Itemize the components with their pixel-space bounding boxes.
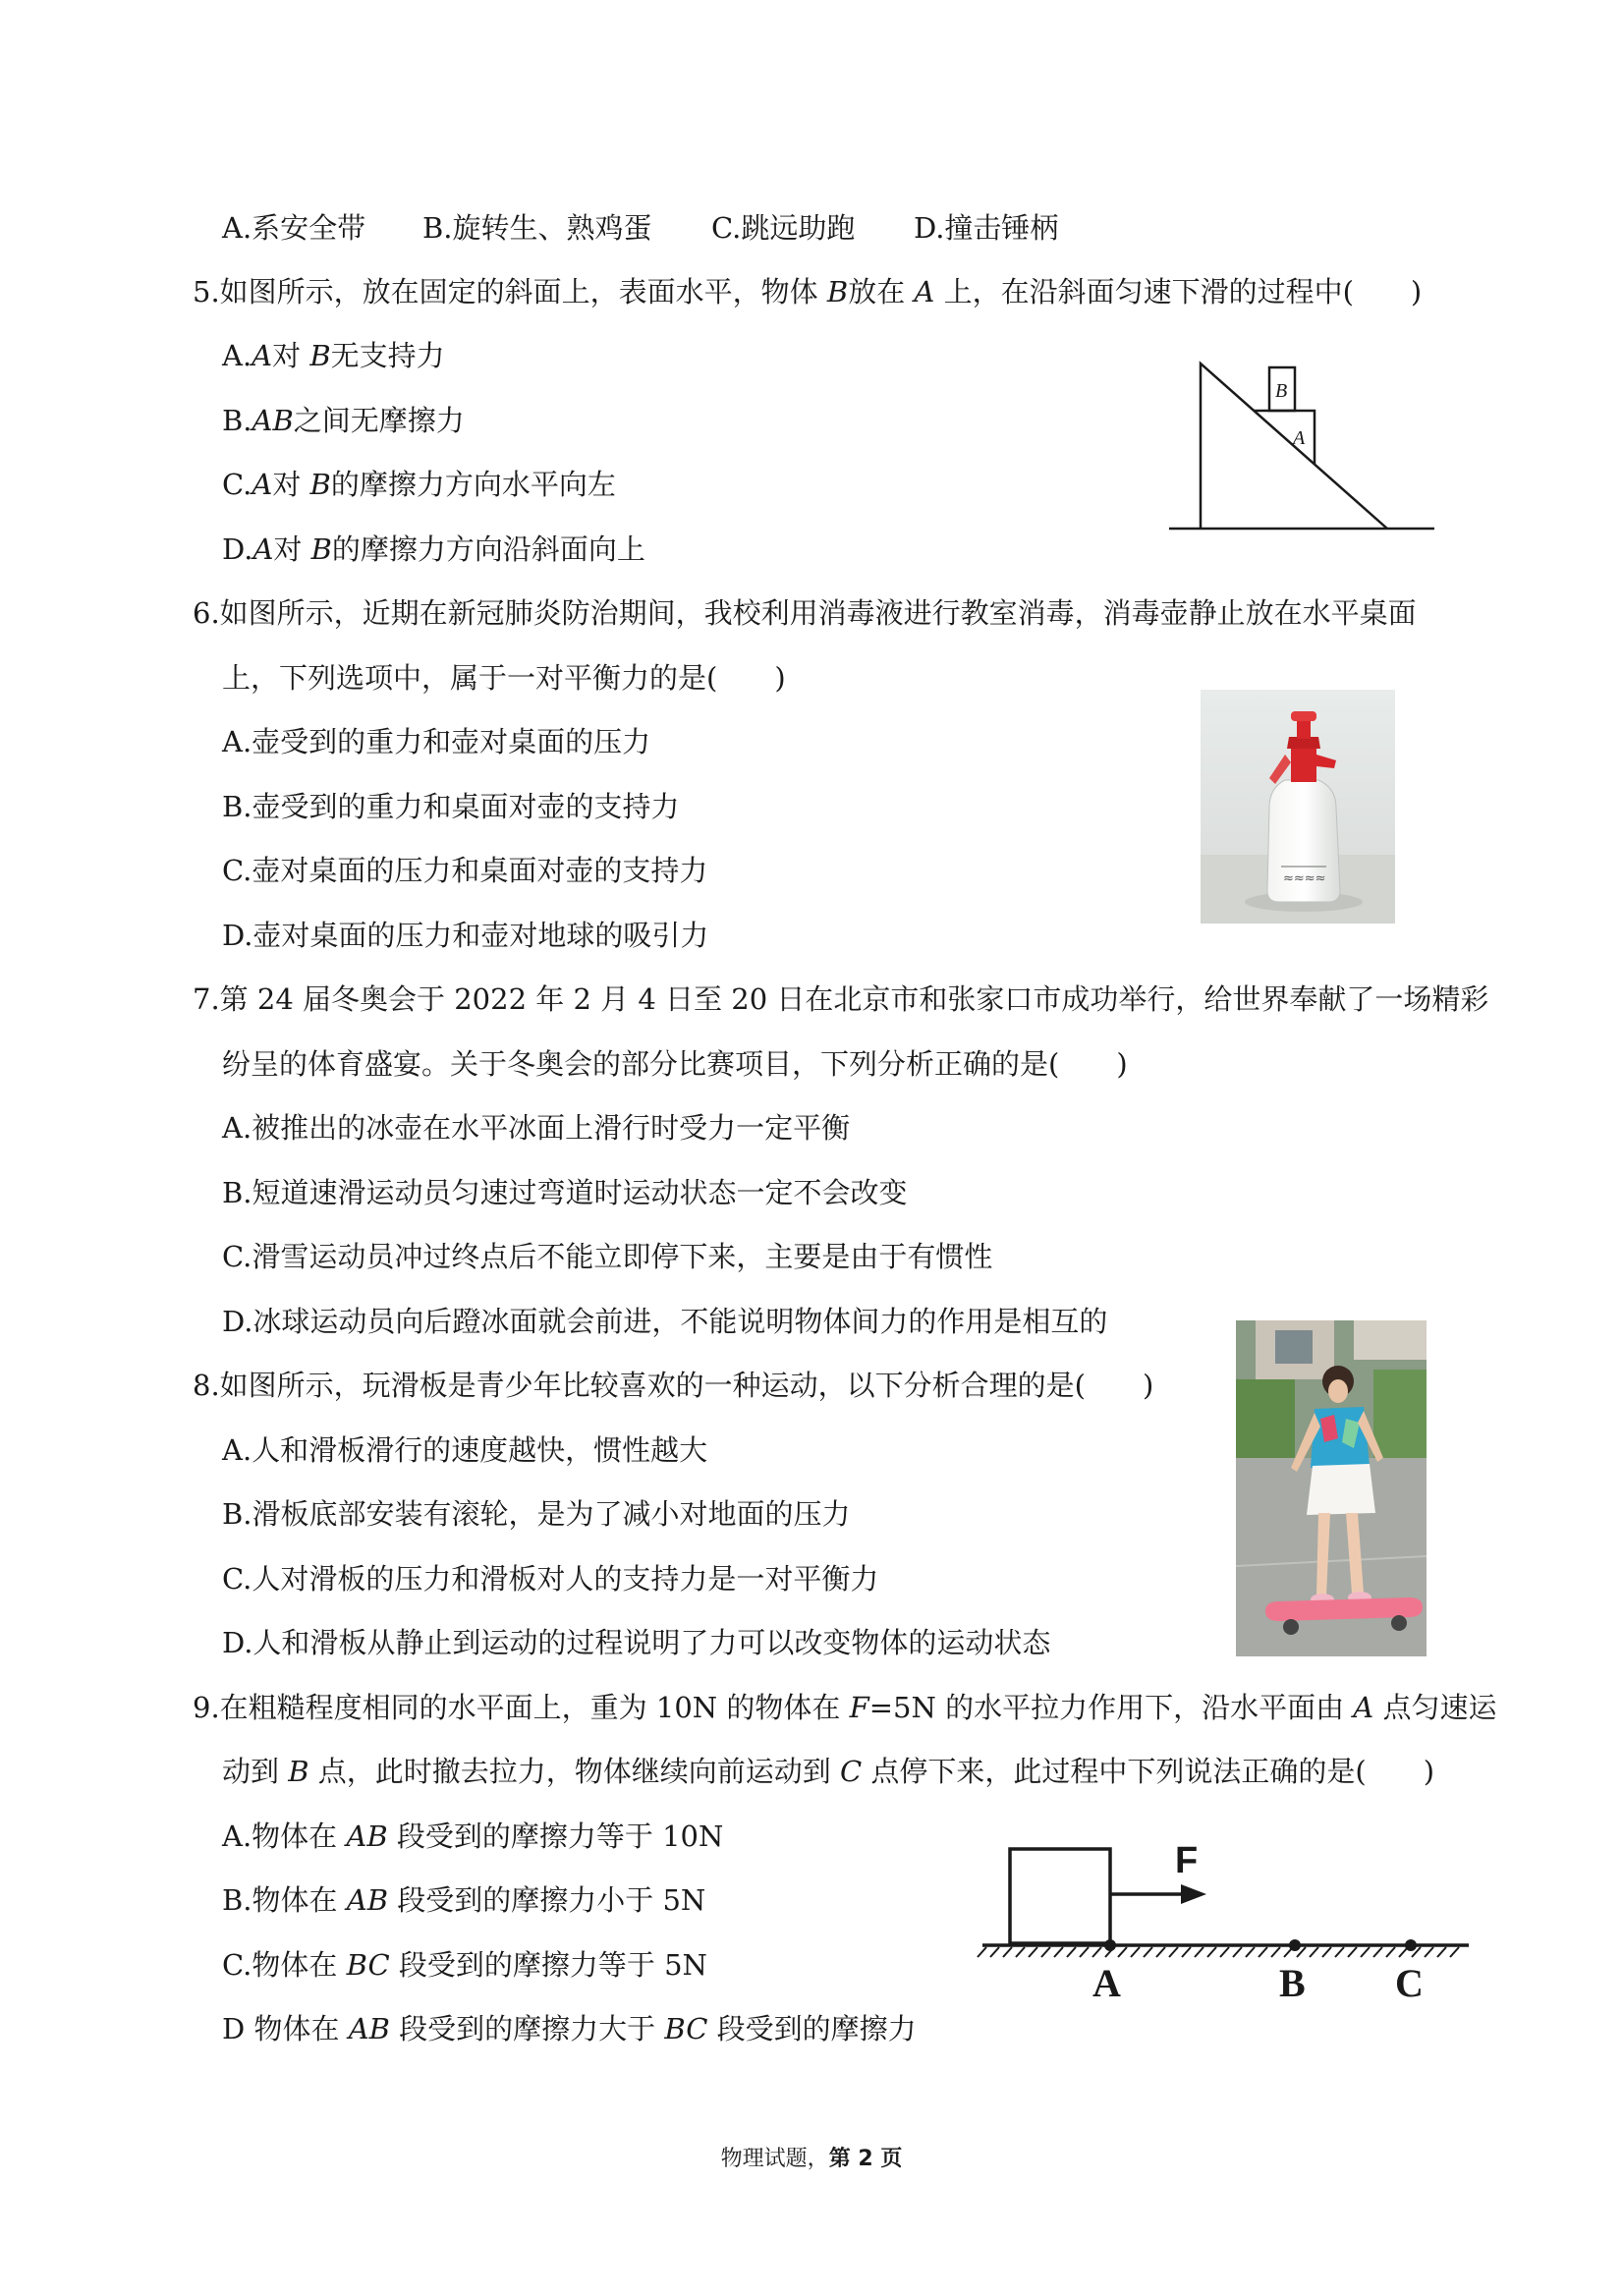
block-b-label: B [1275,380,1288,402]
q9-option-b: B.物体在 AB 段受到的摩擦力小于 5N [222,1883,706,1917]
block-a-label: A [1293,427,1306,449]
q9-option-c: C.物体在 BC 段受到的摩擦力等于 5N [222,1948,707,1982]
q8-option-b: B.滑板底部安装有滚轮，是为了减小对地面的压力 [222,1497,851,1531]
q8-skateboard-photo [1236,1320,1427,1656]
q7-option-d: D.冰球运动员向后蹬冰面就会前进，不能说明物体间力的作用是相互的 [222,1305,1108,1338]
q6-option-c: C.壶对桌面的压力和桌面对壶的支持力 [222,854,708,887]
point-c [1405,1939,1417,1951]
q7-option-c: C.滑雪运动员冲过终点后不能立即停下来，主要是由于有惯性 [222,1240,993,1273]
point-b-label: B [1279,1961,1306,2005]
footer-page-number: 第 2 页 [828,2147,903,2171]
q7-stem-line1: 7.第 24 届冬奥会于 2022 年 2 月 4 日至 20 日在北京市和张家口市成功举行，给世界奉献了一场精彩 [193,982,1489,1016]
q4-option-a: A.系安全带 [222,211,366,245]
q5-option-b: B.AB之间无摩擦力 [222,404,465,437]
q6-option-d: D.壶对桌面的压力和壶对地球的吸引力 [222,919,709,952]
q5-stem: 5.如图所示，放在固定的斜面上，表面水平，物体 B放在 A 上，在沿斜面匀速下滑的过程中( ) [193,275,1423,308]
q4-option-c: C.跳远助跑 [711,211,856,245]
q7-stem-line2: 纷呈的体育盛宴。关于冬奥会的部分比赛项目，下列分析正确的是( ) [222,1047,1128,1081]
page-footer [0,2146,1623,2173]
q8-stem: 8.如图所示，玩滑板是青少年比较喜欢的一种运动，以下分析合理的是( ) [193,1369,1154,1402]
q5-incline-figure [1159,354,1444,540]
point-b [1289,1939,1301,1951]
block [1010,1849,1110,1943]
q9-option-d: D 物体在 AB 段受到的摩擦力大于 BC 段受到的摩擦力 [222,2012,917,2045]
q9-force-figure [973,1829,1476,2006]
q6-stem-line2: 上，下列选项中，属于一对平衡力的是( ) [222,661,786,695]
q5-option-a: A.A对 B无支持力 [222,339,445,372]
q8-option-d: D.人和滑板从静止到运动的过程说明了力可以改变物体的运动状态 [222,1626,1051,1659]
q6-stem-line1: 6.如图所示，近期在新冠肺炎防治期间，我校利用消毒液进行教室消毒，消毒壶静止放在水平桌面 [193,596,1417,630]
q6-spray-bottle-photo [1201,690,1395,924]
q7-option-a: A.被推出的冰壶在水平冰面上滑行时受力一定平衡 [222,1111,851,1145]
q4-option-b: B.旋转生、熟鸡蛋 [422,211,652,245]
q9-stem-line2: 动到 B 点，此时撤去拉力，物体继续向前运动到 C 点停下来，此过程中下列说法正确的是( ) [222,1755,1435,1788]
force-arrow-head [1181,1884,1206,1904]
q5-option-d: D.A对 B的摩擦力方向沿斜面向上 [222,532,645,566]
q9-option-a: A.物体在 AB 段受到的摩擦力等于 10N [222,1820,724,1853]
q4-option-d: D.撞击锤柄 [914,211,1059,245]
point-c-label: C [1395,1961,1424,2005]
q6-option-b: B.壶受到的重力和桌面对壶的支持力 [222,790,680,823]
q8-option-c: C.人对滑板的压力和滑板对人的支持力是一对平衡力 [222,1562,879,1596]
point-a-label: A [1092,1961,1121,2005]
svg-text:≈≈≈≈: ≈≈≈≈ [1283,871,1326,886]
q7-option-b: B.短道速滑运动员匀速过弯道时运动状态一定不会改变 [222,1176,908,1209]
q6-option-a: A.壶受到的重力和壶对桌面的压力 [222,725,651,758]
floor-hatching [978,1947,1459,1957]
force-label: F [1175,1840,1199,1881]
point-a [1104,1939,1116,1951]
q9-stem-line1: 9.在粗糙程度相同的水平面上，重为 10N 的物体在 F=5N 的水平拉力作用下，沿水平面由 A 点匀速运 [193,1691,1497,1724]
footer-text: 物理试题， [720,2147,829,2171]
q5-option-c: C.A对 B的摩擦力方向水平向左 [222,468,616,501]
q8-option-a: A.人和滑板滑行的速度越快，惯性越大 [222,1433,708,1467]
